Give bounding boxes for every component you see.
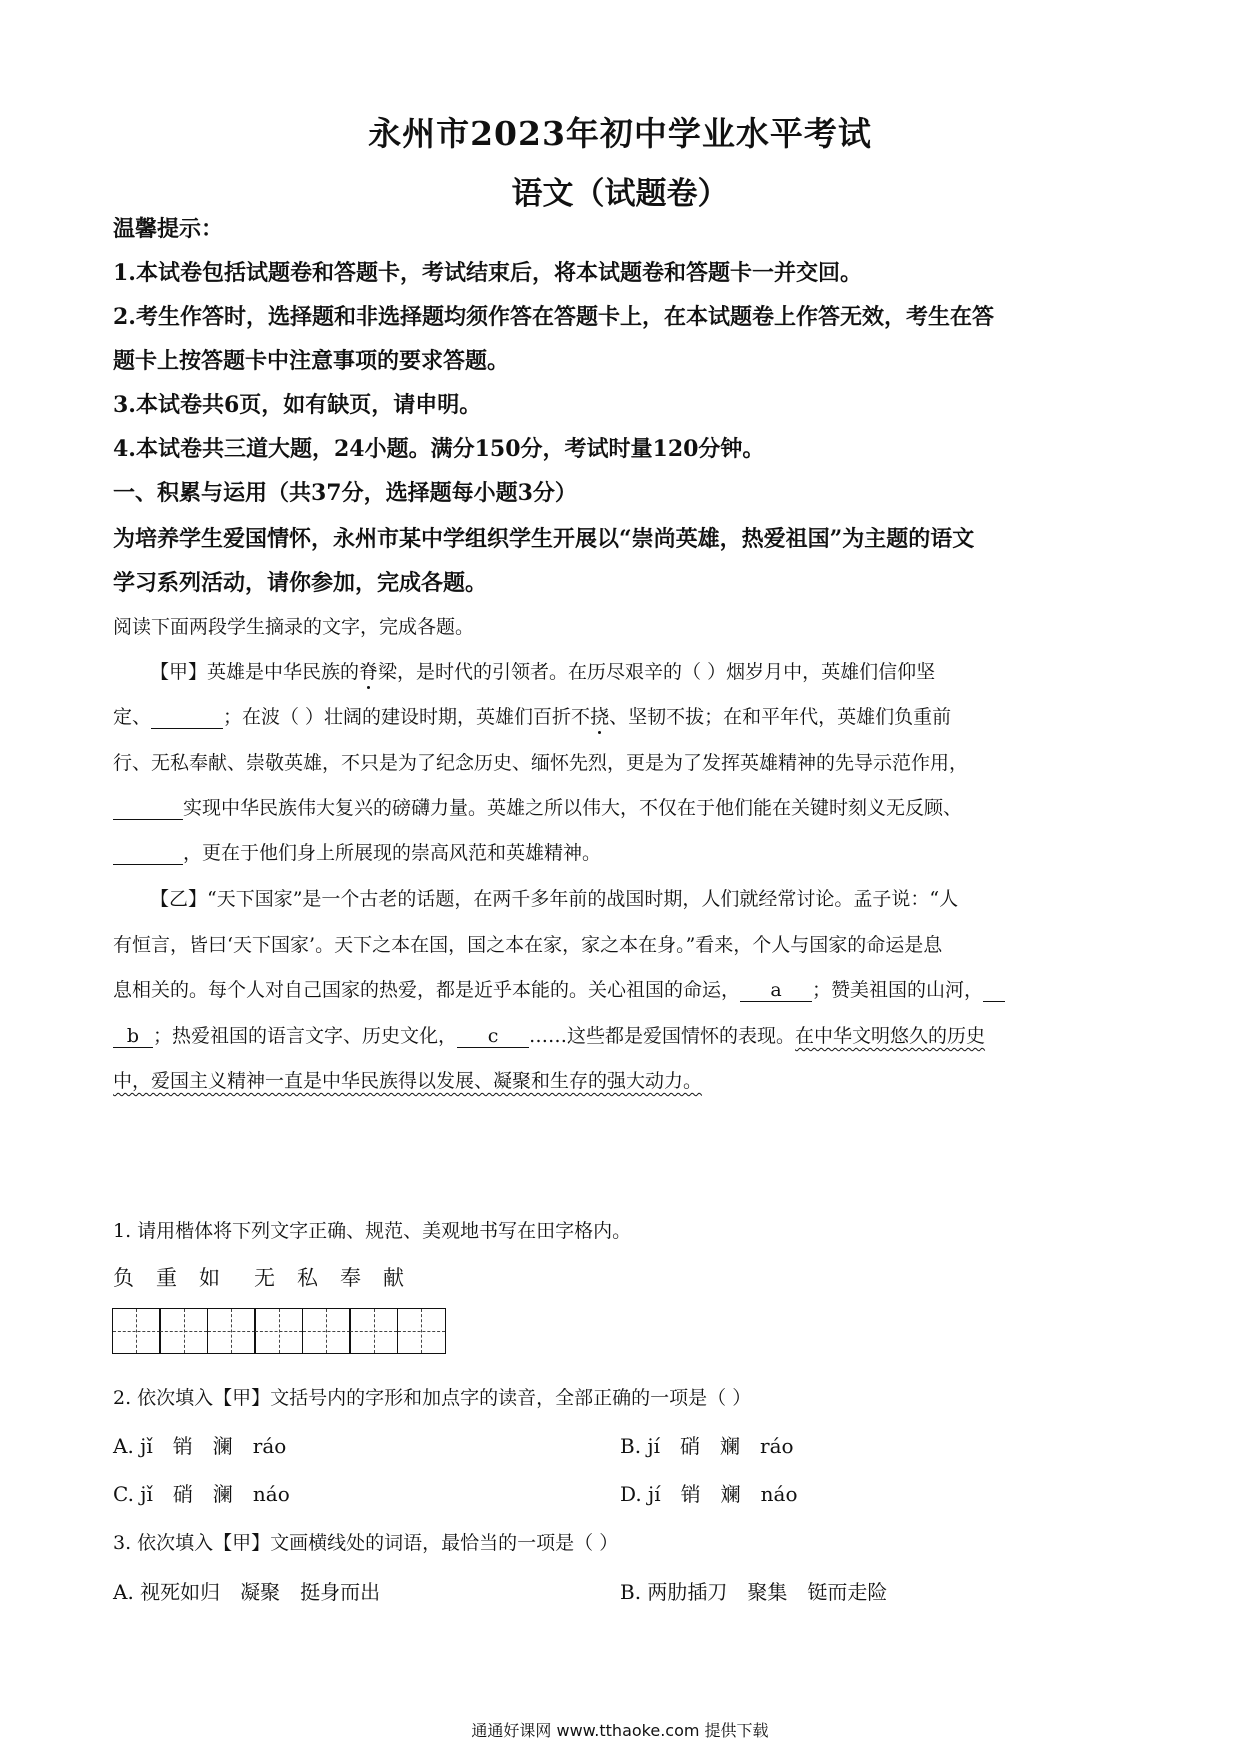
question-1: 1. 请用楷体将下列文字正确、规范、美观地书写在田字格内。 [113, 1220, 632, 1242]
dotted-char: 挠 [590, 706, 610, 728]
char: 如 [199, 1266, 220, 1290]
blank-b: b [113, 1025, 153, 1048]
q2-option-b: B. jí 硝 斓 ráo [620, 1434, 794, 1458]
reading-prompt: 阅读下面两段学生摘录的文字，完成各题。 [113, 616, 475, 638]
wavy-underlined-text: 在中华文明悠久的历史 [795, 1025, 986, 1047]
jia-line-1: 【甲】英雄是中华民族的脊梁，是时代的引领者。在历尽艰辛的（ ）烟岁月中，英雄们信仰坚 [150, 661, 936, 683]
fill-blank-3 [113, 842, 183, 865]
section-heading: 一、积累与运用（共37分，选择题每小题3分） [113, 480, 577, 506]
jia-line-2: 定、 ；在波（ ）壮阔的建设时期，英雄们百折不挠、坚韧不拔；在和平年代，英雄们负重前 [113, 706, 952, 728]
footer-source: 通通好课网 www.tthaoke.com 提供下载 [471, 1721, 769, 1740]
wavy-underlined-text: 中，爱国主义精神一直是中华民族得以发展、凝聚和生存的强大动力。 [113, 1070, 703, 1092]
yi-line-3: 息相关的。每个人对自己国家的热爱，都是近乎本能的。关心祖国的命运， a ；赞美祖国的山河， [113, 975, 1123, 1002]
jia-line-3: 行、无私奉献、崇敬英雄，不只是为了纪念历史、缅怀先烈，更是为了发挥英雄精神的先导示范作用， [113, 752, 969, 774]
blank-c: c [457, 1025, 529, 1048]
grid-cell[interactable] [112, 1308, 161, 1354]
yi-line-1: 【乙】“天下国家”是一个古老的话题，在两千多年前的战国时期，人们就经常讨论。孟子说：“人 [150, 888, 959, 910]
char: 负 [113, 1266, 134, 1290]
q2-option-d: D. jí 销 斓 náo [620, 1482, 798, 1506]
practice-characters [113, 1262, 1123, 1292]
blank-b-start [983, 979, 1005, 1002]
char: 奉 [340, 1266, 361, 1290]
intro-line-1: 为培养学生爱国情怀，永州市某中学组织学生开展以“崇尚英雄，热爱祖国”为主题的语文 [113, 526, 975, 552]
grid-cell[interactable] [159, 1308, 208, 1354]
grid-cell[interactable] [349, 1308, 398, 1354]
char: 私 [297, 1266, 318, 1290]
tip-2-line-2: 题卡上按答题卡中注意事项的要求答题。 [113, 348, 510, 374]
jia-line-4: 实现中华民族伟大复兴的磅礴力量。英雄之所以伟大，不仅在于他们能在关键时刻义无反顾、 [113, 793, 1123, 820]
exam-subtitle: 语文（试题卷） [511, 176, 729, 212]
question-2: 2. 依次填入【甲】文括号内的字形和加点字的读音，全部正确的一项是（ ） [113, 1387, 752, 1409]
char: 无 [254, 1266, 275, 1290]
dotted-char: 脊 [359, 661, 379, 683]
jia-line-5: ，更在于他们身上所展现的崇高风范和英雄精神。 [113, 838, 1123, 865]
exam-title: 永州市2023年初中学业水平考试 [368, 114, 872, 153]
tip-2-line-1: 2.考生作答时，选择题和非选择题均须作答在答题卡上，在本试题卷上作答无效，考生在答 [113, 304, 994, 330]
yi-line-2: 有恒言，皆曰‘天下国家’。天下之本在国，国之本在家，家之本在身。”看来，个人与国家的命运是息 [113, 934, 943, 956]
intro-line-2: 学习系列活动，请你参加，完成各题。 [113, 570, 488, 596]
grid-cell[interactable] [207, 1308, 256, 1354]
grid-cell[interactable] [397, 1308, 446, 1354]
fill-blank-2 [113, 797, 183, 820]
q3-option-b: B. 两肋插刀 聚集 铤而走险 [620, 1580, 888, 1604]
grid-cell[interactable] [254, 1308, 303, 1354]
q2-option-c: C. jǐ 硝 澜 náo [113, 1482, 290, 1506]
grid-cell[interactable] [302, 1308, 351, 1354]
q2-option-a: A. jǐ 销 澜 ráo [113, 1434, 287, 1458]
writing-grid[interactable] [113, 1308, 446, 1354]
question-3: 3. 依次填入【甲】文画横线处的词语，最恰当的一项是（ ） [113, 1532, 619, 1554]
char: 献 [383, 1266, 404, 1290]
tip-4: 4.本试卷共三道大题，24小题。满分150分，考试时量120分钟。 [113, 436, 765, 462]
tip-1: 1.本试卷包括试题卷和答题卡，考试结束后，将本试题卷和答题卡一并交回。 [113, 260, 862, 286]
q3-option-a: A. 视死如归 凝聚 挺身而出 [113, 1580, 381, 1604]
yi-line-5 [113, 1066, 1123, 1093]
char: 重 [156, 1266, 177, 1290]
blank-a: a [740, 979, 812, 1002]
yi-line-4: b ；热爱祖国的语言文字、历史文化， c ……这些都是爱国情怀的表现。在中华文明悠久的历史 [113, 1021, 1123, 1048]
tips-heading: 温馨提示： [113, 216, 224, 242]
fill-blank-1 [151, 706, 223, 729]
tip-3: 3.本试卷共6页，如有缺页，请申明。 [113, 392, 482, 418]
